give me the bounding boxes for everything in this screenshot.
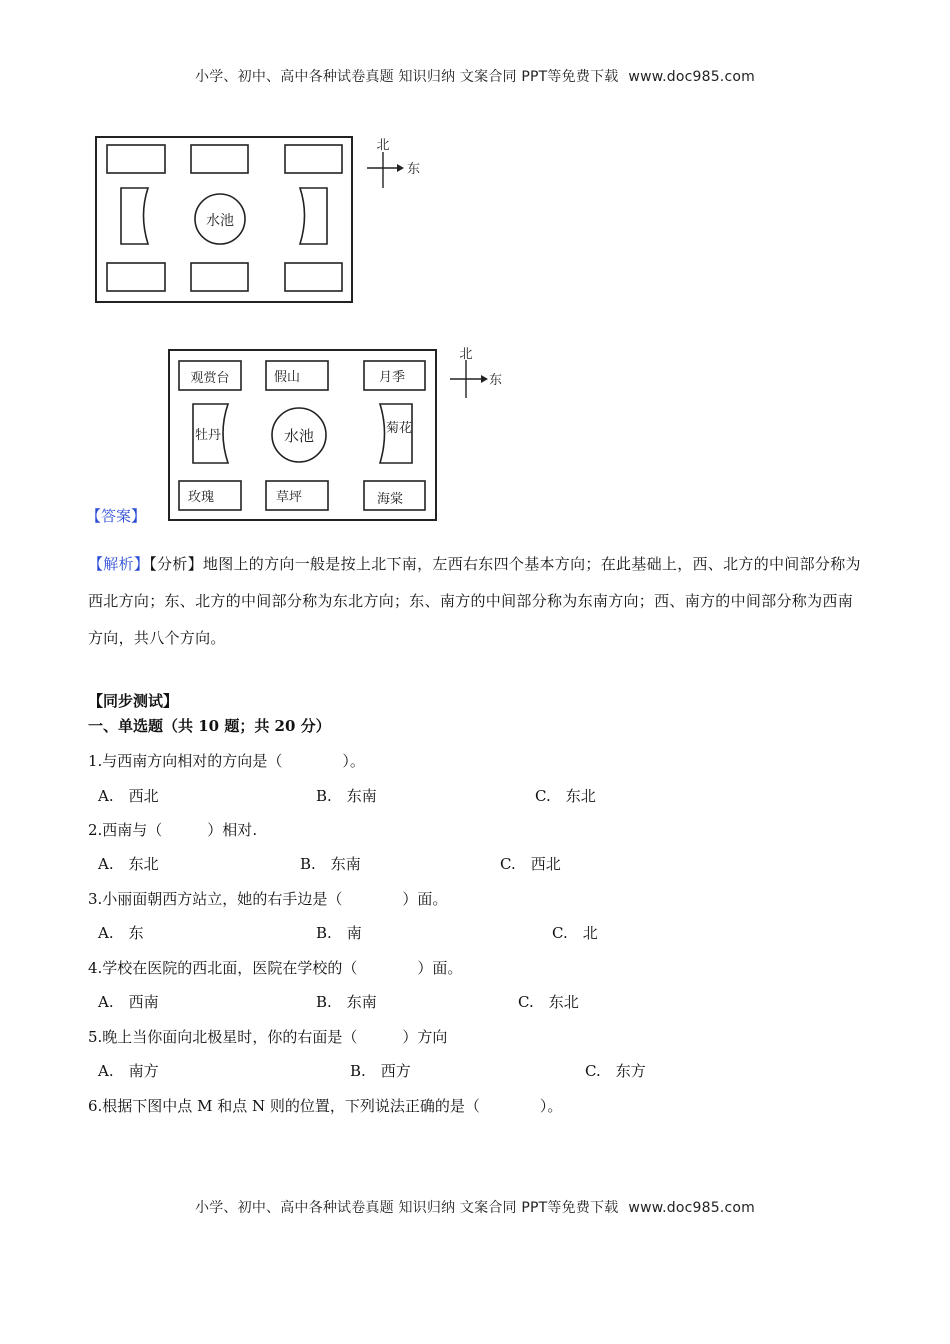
analysis-text: 【分析】地图上的方向一般是按上北下南，左西右东四个基本方向；在此基础上，西、北方的中间部分称为西北方向；东、北方的中间部分称为东北方向；东、南方的中间部分称为东南方向；西、南方的中间部分称为西南方向，共八个方向。 xyxy=(88,555,861,647)
analysis-paragraph xyxy=(88,546,868,657)
plot-top-right xyxy=(285,145,342,173)
compass-east: 东 xyxy=(407,162,421,177)
plot-bottom-mid xyxy=(191,263,248,291)
option-a: A. 东北 xyxy=(98,855,159,873)
question-stem: 4.学校在医院的西北面，医院在学校的（ ）面。 xyxy=(88,959,463,977)
label-bottom-left: 玫瑰 xyxy=(187,490,215,505)
option-a: A. 东 xyxy=(98,924,144,942)
garden-map-answer xyxy=(167,343,517,529)
plot-right xyxy=(300,188,327,244)
compass-east: 东 xyxy=(489,373,503,388)
option-a: A. 西北 xyxy=(98,787,159,805)
label-top-left: 观赏台 xyxy=(190,371,230,386)
label-bottom-right: 海棠 xyxy=(376,492,404,507)
page-footer xyxy=(0,1197,950,1217)
option-b: B. 西方 xyxy=(350,1062,411,1080)
label-bottom-mid: 草坪 xyxy=(275,490,303,505)
option-b: B. 东南 xyxy=(316,993,377,1011)
option-b: B. 东南 xyxy=(316,787,377,805)
option-c: C. 西北 xyxy=(500,855,561,873)
compass-arrow xyxy=(397,164,404,172)
section-subtitle: 一、单选题（共 10 题；共 20 分） xyxy=(88,717,331,735)
pond-label: 水池 xyxy=(283,427,315,445)
option-a: A. 西南 xyxy=(98,993,159,1011)
plot-bottom-right xyxy=(285,263,342,291)
question-stem: 1.与西南方向相对的方向是（ ）。 xyxy=(88,752,365,770)
compass-north: 北 xyxy=(376,138,390,153)
option-c: C. 北 xyxy=(552,924,598,942)
question-stem: 3.小丽面朝西方站立，她的右手边是（ ）面。 xyxy=(88,890,448,908)
label-top-mid: 假山 xyxy=(273,370,301,385)
header-site: www.doc985.com xyxy=(628,69,755,85)
compass-north: 北 xyxy=(459,347,473,362)
plot-bottom-left xyxy=(107,263,165,291)
option-b: B. 南 xyxy=(316,924,362,942)
label-left: 牡丹 xyxy=(194,428,222,443)
page-header xyxy=(0,66,950,86)
plot-left xyxy=(121,188,148,244)
question-stem: 5.晚上当你面向北极星时，你的右面是（ ）方向 xyxy=(88,1028,448,1046)
option-c: C. 东北 xyxy=(535,787,596,805)
answer-label: 【答案】 xyxy=(86,507,147,525)
option-c: C. 东方 xyxy=(585,1062,646,1080)
option-b: B. 东南 xyxy=(300,855,361,873)
option-c: C. 东北 xyxy=(518,993,579,1011)
label-right: 菊花 xyxy=(385,421,413,436)
label-top-right: 月季 xyxy=(378,370,406,385)
option-a: A. 南方 xyxy=(98,1062,159,1080)
question-stem: 6.根据下图中点 M 和点 N 则的位置，下列说法正确的是（ ）。 xyxy=(88,1097,563,1115)
question-stem: 2.西南与（ ）相对. xyxy=(88,821,258,839)
header-text: 小学、初中、高中各种试卷真题 知识归纳 文案合同 PPT等免费下载 xyxy=(195,69,619,85)
analysis-label: 【解析】 xyxy=(88,555,150,573)
plot-top-mid xyxy=(191,145,248,173)
compass-arrow xyxy=(481,375,488,383)
footer-site: www.doc985.com xyxy=(628,1200,755,1216)
section-title: 【同步测试】 xyxy=(88,692,179,710)
plot-top-left xyxy=(107,145,165,173)
pond-label: 水池 xyxy=(206,213,234,229)
garden-map-blank xyxy=(95,130,425,314)
footer-text: 小学、初中、高中各种试卷真题 知识归纳 文案合同 PPT等免费下载 xyxy=(195,1200,619,1216)
